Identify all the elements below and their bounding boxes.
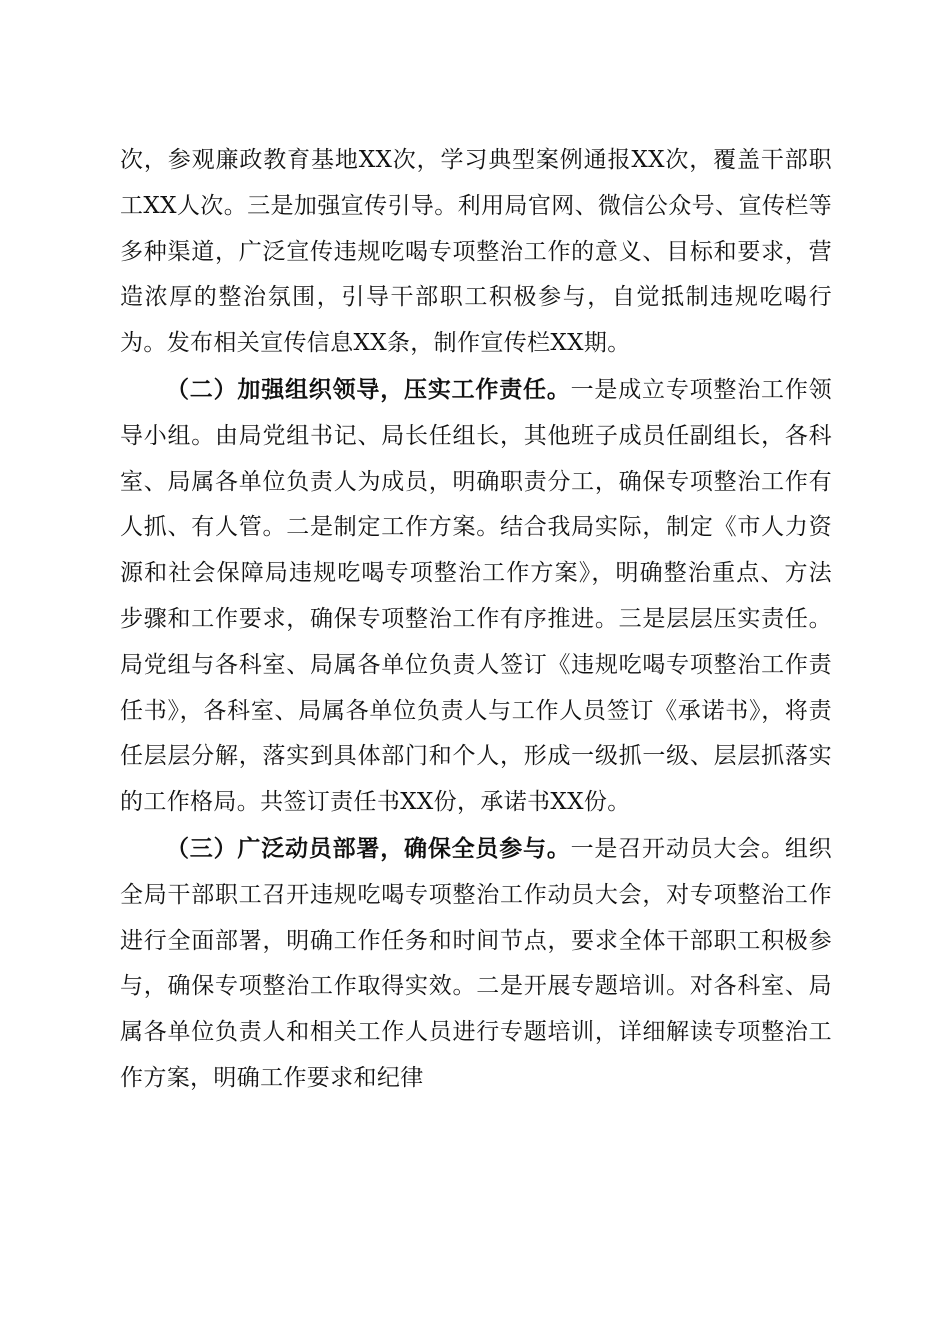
paragraph-body: 次，参观廉政教育基地XX次，学习典型案例通报XX次，覆盖干部职工XX人次。三是加强宣传引导。利用局官网、微信公众号、宣传栏等多种渠道，广泛宣传违规吃喝专项整治工作的意义、目标和要求，营造浓厚的整治氛围，引导干部职工积极参与，自觉抵制违规吃喝行为。发布相关宣传信息XX条，制作宣传栏XX期。 [120, 147, 832, 357]
paragraph-section-2 [120, 367, 832, 826]
section-heading: （二）加强组织领导，压实工作责任。 [166, 375, 571, 403]
paragraph-section-3 [120, 826, 832, 1102]
document-page [120, 138, 832, 1102]
section-heading: （三）广泛动员部署，确保全员参与。 [166, 834, 571, 862]
paragraph-body: 一是召开动员大会。组织全局干部职工召开违规吃喝专项整治工作动员大会，对专项整治工作进行全面部署，明确工作任务和时间节点，要求全体干部职工积极参与，确保专项整治工作取得实效。二是开展专题培训。对各科室、局属各单位负责人和相关工作人员进行专题培训，详细解读专项整治工作方案，明确工作要求和纪律 [120, 835, 832, 1091]
paragraph-continuation [120, 138, 832, 367]
paragraph-body: 一是成立专项整治工作领导小组。由局党组书记、局长任组长，其他班子成员任副组长，各科室、局属各单位负责人为成员，明确职责分工，确保专项整治工作有人抓、有人管。二是制定工作方案。结合我局实际，制定《市人力资源和社会保障局违规吃喝专项整治工作方案》，明确整治重点、方法步骤和工作要求，确保专项整治工作有序推进。三是层层压实责任。局党组与各科室、局属各单位负责人签订《违规吃喝专项整治工作责任书》，各科室、局属各单位负责人与工作人员签订《承诺书》，将责任层层分解，落实到具体部门和个人，形成一级抓一级、层层抓落实的工作格局。共签订责任书XX份，承诺书XX份。 [120, 376, 832, 816]
